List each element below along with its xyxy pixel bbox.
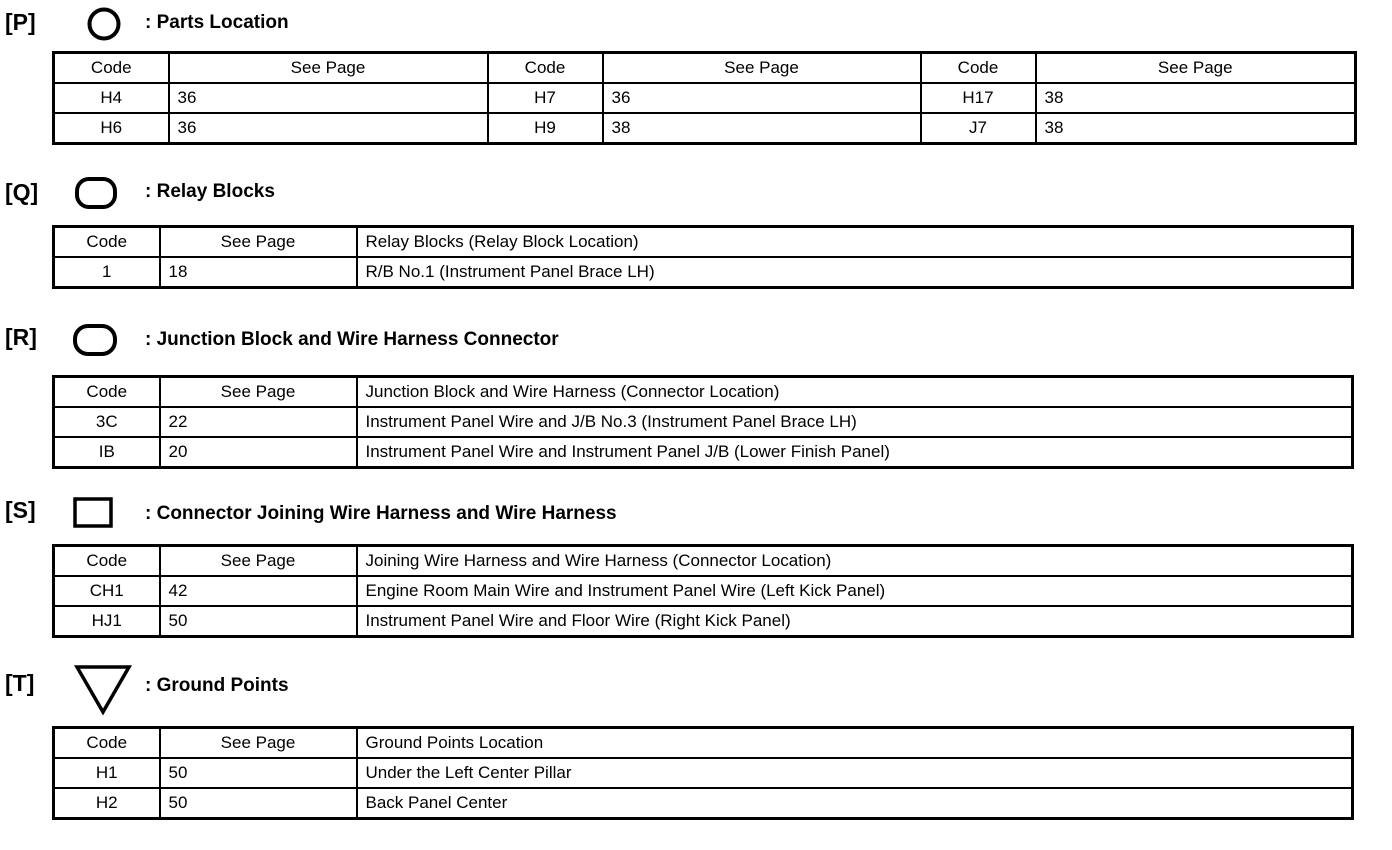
table-row <box>54 407 1353 437</box>
code-cell: 3C <box>54 407 160 437</box>
header-cell: Code <box>54 227 160 258</box>
rounded-rect-symbol-icon <box>72 323 118 357</box>
table-header-row <box>54 377 1353 408</box>
table-header-row <box>54 53 1356 84</box>
table-row <box>54 437 1353 468</box>
square-symbol-icon <box>73 497 113 529</box>
table-row <box>54 576 1353 606</box>
table-header-row <box>54 728 1353 759</box>
location-cell: Back Panel Center <box>357 788 1353 819</box>
section-q-letter: [Q] <box>5 179 39 205</box>
header-cell: Code <box>488 53 603 84</box>
header-cell: See Page <box>160 728 357 759</box>
table-row <box>54 606 1353 637</box>
code-cell: H9 <box>488 113 603 144</box>
table-row <box>54 113 1356 144</box>
section-s-title: : Connector Joining Wire Harness and Wire Harness <box>145 503 617 524</box>
page-cell: 22 <box>160 407 357 437</box>
location-cell: Instrument Panel Wire and Instrument Panel J/B (Lower Finish Panel) <box>357 437 1353 468</box>
table-row <box>54 758 1353 788</box>
location-cell: Instrument Panel Wire and Floor Wire (Right Kick Panel) <box>357 606 1353 637</box>
code-cell: 1 <box>54 257 160 288</box>
header-cell: Ground Points Location <box>357 728 1353 759</box>
header-cell: See Page <box>160 227 357 258</box>
header-cell: Relay Blocks (Relay Block Location) <box>357 227 1353 258</box>
parts-location-table <box>52 51 1357 145</box>
code-cell: H7 <box>488 83 603 113</box>
section-r-letter: [R] <box>5 324 37 350</box>
section-t-title: : Ground Points <box>145 675 289 696</box>
table-header-row <box>54 227 1353 258</box>
table-header-row <box>54 546 1353 577</box>
relay-blocks-table <box>52 225 1354 289</box>
header-cell: Code <box>54 546 160 577</box>
header-cell: Code <box>921 53 1036 84</box>
page-cell: 36 <box>603 83 921 113</box>
code-cell: H1 <box>54 758 160 788</box>
header-cell: See Page <box>169 53 488 84</box>
page-cell: 38 <box>1036 83 1356 113</box>
header-cell: See Page <box>160 546 357 577</box>
page-cell: 36 <box>169 113 488 144</box>
section-t-letter: [T] <box>5 670 35 696</box>
page-cell: 38 <box>603 113 921 144</box>
code-cell: IB <box>54 437 160 468</box>
ground-points-table <box>52 726 1354 820</box>
code-cell: CH1 <box>54 576 160 606</box>
code-cell: H17 <box>921 83 1036 113</box>
page-cell: 20 <box>160 437 357 468</box>
location-cell: Under the Left Center Pillar <box>357 758 1353 788</box>
header-cell: See Page <box>160 377 357 408</box>
header-cell: See Page <box>1036 53 1356 84</box>
junction-block-table <box>52 375 1354 469</box>
rounded-rect-symbol-icon <box>74 176 118 210</box>
header-cell: See Page <box>603 53 921 84</box>
table-row <box>54 83 1356 113</box>
triangle-symbol-icon <box>74 664 132 716</box>
section-r-title: : Junction Block and Wire Harness Connector <box>145 329 559 350</box>
section-q-title: : Relay Blocks <box>145 181 275 202</box>
header-cell: Code <box>54 53 169 84</box>
page-cell: 36 <box>169 83 488 113</box>
header-cell: Code <box>54 377 160 408</box>
page-cell: 50 <box>160 788 357 819</box>
code-cell: H2 <box>54 788 160 819</box>
page-cell: 38 <box>1036 113 1356 144</box>
code-cell: H4 <box>54 83 169 113</box>
section-p-letter: [P] <box>5 9 36 35</box>
section-p-title: : Parts Location <box>145 12 289 33</box>
location-cell: R/B No.1 (Instrument Panel Brace LH) <box>357 257 1353 288</box>
page-cell: 50 <box>160 758 357 788</box>
header-cell: Junction Block and Wire Harness (Connector Location) <box>357 377 1353 408</box>
header-cell: Code <box>54 728 160 759</box>
header-cell: Joining Wire Harness and Wire Harness (Connector Location) <box>357 546 1353 577</box>
code-cell: H6 <box>54 113 169 144</box>
page-cell: 42 <box>160 576 357 606</box>
circle-symbol-icon <box>86 6 122 42</box>
table-row <box>54 788 1353 819</box>
table-row <box>54 257 1353 288</box>
location-cell: Engine Room Main Wire and Instrument Panel Wire (Left Kick Panel) <box>357 576 1353 606</box>
section-s-letter: [S] <box>5 497 36 523</box>
code-cell: HJ1 <box>54 606 160 637</box>
location-cell: Instrument Panel Wire and J/B No.3 (Instrument Panel Brace LH) <box>357 407 1353 437</box>
connector-joining-table <box>52 544 1354 638</box>
page-cell: 50 <box>160 606 357 637</box>
page-cell: 18 <box>160 257 357 288</box>
code-cell: J7 <box>921 113 1036 144</box>
